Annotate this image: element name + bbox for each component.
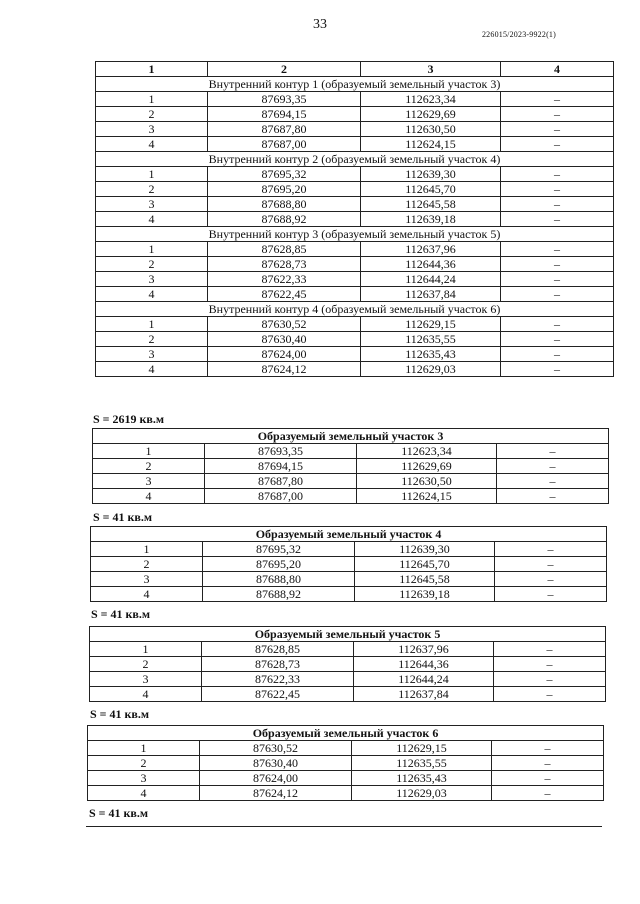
- table-row: [88, 756, 604, 771]
- point-number: 1: [93, 444, 205, 459]
- point-number: 2: [96, 107, 208, 122]
- coord-x: 87628,85: [202, 642, 354, 657]
- accuracy-cell: –: [501, 122, 614, 137]
- table-row: [93, 474, 609, 489]
- point-number: 1: [96, 242, 208, 257]
- table-row: [88, 741, 604, 756]
- document-code: 226015/2023-9922(1): [481, 30, 556, 39]
- point-number: 2: [90, 657, 202, 672]
- coord-x: 87624,12: [200, 786, 352, 801]
- coord-x: 87622,33: [202, 672, 354, 687]
- accuracy-cell: –: [497, 444, 609, 459]
- accuracy-cell: –: [501, 242, 614, 257]
- plot-table: [87, 725, 604, 801]
- point-number: 2: [93, 459, 205, 474]
- coord-y: 112635,55: [361, 332, 501, 347]
- point-number: 3: [90, 672, 202, 687]
- bottom-divider: [86, 826, 602, 827]
- point-number: 3: [96, 272, 208, 287]
- coord-x: 87624,00: [208, 347, 361, 362]
- coord-y: 112624,15: [357, 489, 497, 504]
- point-number: 3: [96, 122, 208, 137]
- coord-y: 112629,69: [361, 107, 501, 122]
- point-number: 2: [88, 756, 200, 771]
- coord-y: 112630,50: [361, 122, 501, 137]
- coord-y: 112635,43: [361, 347, 501, 362]
- coord-y: 112639,18: [361, 212, 501, 227]
- coord-x: 87687,00: [205, 489, 357, 504]
- coord-x: 87624,12: [208, 362, 361, 377]
- point-number: 3: [88, 771, 200, 786]
- accuracy-cell: –: [494, 642, 606, 657]
- table-row: [91, 572, 607, 587]
- table-header-row: [96, 62, 614, 77]
- point-number: 3: [96, 197, 208, 212]
- coord-y: 112645,70: [355, 557, 495, 572]
- area-label: S = 41 кв.м: [91, 607, 151, 621]
- table-row: [96, 122, 614, 137]
- accuracy-cell: –: [501, 182, 614, 197]
- accuracy-cell: –: [495, 587, 607, 602]
- accuracy-cell: –: [501, 362, 614, 377]
- point-number: 4: [93, 489, 205, 504]
- coord-x: 87693,35: [205, 444, 357, 459]
- table-row: [96, 332, 614, 347]
- point-number: 4: [96, 212, 208, 227]
- plot-title: Образуемый земельный участок 6: [88, 726, 604, 741]
- point-number: 4: [91, 587, 203, 602]
- coord-y: 112635,55: [352, 756, 492, 771]
- coord-x: 87628,85: [208, 242, 361, 257]
- coord-y: 112629,15: [361, 317, 501, 332]
- table-row: [96, 107, 614, 122]
- coord-y: 112637,84: [361, 287, 501, 302]
- coord-x: 87622,45: [202, 687, 354, 702]
- coord-x: 87687,00: [208, 137, 361, 152]
- accuracy-cell: –: [501, 92, 614, 107]
- coord-x: 87695,32: [203, 542, 355, 557]
- coord-y: 112644,24: [354, 672, 494, 687]
- coord-x: 87630,52: [200, 741, 352, 756]
- plot-title: Образуемый земельный участок 4: [91, 527, 607, 542]
- coord-y: 112645,58: [361, 197, 501, 212]
- table-row: [96, 137, 614, 152]
- table-row: [96, 242, 614, 257]
- accuracy-cell: –: [501, 167, 614, 182]
- accuracy-cell: –: [501, 317, 614, 332]
- coord-x: 87695,32: [208, 167, 361, 182]
- coord-y: 112629,03: [352, 786, 492, 801]
- coord-y: 112629,15: [352, 741, 492, 756]
- column-header: 1: [96, 62, 208, 77]
- accuracy-cell: –: [501, 257, 614, 272]
- table-row: [90, 672, 606, 687]
- coord-x: 87622,45: [208, 287, 361, 302]
- accuracy-cell: –: [501, 137, 614, 152]
- column-header: 3: [361, 62, 501, 77]
- coord-y: 112644,36: [361, 257, 501, 272]
- coord-x: 87688,92: [203, 587, 355, 602]
- coord-x: 87688,80: [208, 197, 361, 212]
- coord-x: 87695,20: [208, 182, 361, 197]
- accuracy-cell: –: [501, 287, 614, 302]
- table-row: [96, 92, 614, 107]
- coord-y: 112623,34: [361, 92, 501, 107]
- accuracy-cell: –: [501, 212, 614, 227]
- point-number: 1: [91, 542, 203, 557]
- contour-title: Внутренний контур 4 (образуемый земельный участок 6): [96, 302, 614, 317]
- point-number: 4: [88, 786, 200, 801]
- accuracy-cell: –: [492, 771, 604, 786]
- coord-x: 87624,00: [200, 771, 352, 786]
- coord-y: 112629,03: [361, 362, 501, 377]
- table-row: [88, 771, 604, 786]
- accuracy-cell: –: [492, 741, 604, 756]
- contour-title: Внутренний контур 2 (образуемый земельный участок 4): [96, 152, 614, 167]
- coord-x: 87630,40: [208, 332, 361, 347]
- table-row: [96, 257, 614, 272]
- table-row: [96, 272, 614, 287]
- accuracy-cell: –: [495, 557, 607, 572]
- point-number: 4: [96, 137, 208, 152]
- point-number: 1: [96, 92, 208, 107]
- table-row: [91, 587, 607, 602]
- contour-title: Внутренний контур 3 (образуемый земельный участок 5): [96, 227, 614, 242]
- accuracy-cell: –: [501, 107, 614, 122]
- accuracy-cell: –: [497, 459, 609, 474]
- table-row: [96, 362, 614, 377]
- table-row: [96, 167, 614, 182]
- coord-y: 112644,24: [361, 272, 501, 287]
- coord-x: 87693,35: [208, 92, 361, 107]
- main-coordinates-table: [95, 61, 614, 377]
- coord-y: 112629,69: [357, 459, 497, 474]
- accuracy-cell: –: [497, 489, 609, 504]
- coord-x: 87628,73: [208, 257, 361, 272]
- table-row: [96, 182, 614, 197]
- point-number: 4: [96, 362, 208, 377]
- accuracy-cell: –: [494, 687, 606, 702]
- point-number: 3: [91, 572, 203, 587]
- area-label: S = 41 кв.м: [90, 707, 150, 721]
- table-row: [96, 317, 614, 332]
- table-row: [96, 212, 614, 227]
- coord-y: 112645,58: [355, 572, 495, 587]
- point-number: 1: [90, 642, 202, 657]
- coord-y: 112639,30: [361, 167, 501, 182]
- accuracy-cell: –: [494, 672, 606, 687]
- coord-y: 112624,15: [361, 137, 501, 152]
- coord-x: 87694,15: [208, 107, 361, 122]
- point-number: 4: [96, 287, 208, 302]
- point-number: 2: [96, 182, 208, 197]
- accuracy-cell: –: [501, 197, 614, 212]
- table-row: [91, 542, 607, 557]
- point-number: 3: [93, 474, 205, 489]
- plot-title: Образуемый земельный участок 5: [90, 627, 606, 642]
- accuracy-cell: –: [495, 542, 607, 557]
- table-row: [90, 657, 606, 672]
- area-label: S = 2619 кв.м: [93, 412, 165, 426]
- coord-y: 112623,34: [357, 444, 497, 459]
- coord-x: 87695,20: [203, 557, 355, 572]
- point-number: 1: [88, 741, 200, 756]
- accuracy-cell: –: [501, 332, 614, 347]
- coord-y: 112644,36: [354, 657, 494, 672]
- table-row: [96, 347, 614, 362]
- table-row: [96, 287, 614, 302]
- point-number: 1: [96, 317, 208, 332]
- coord-x: 87688,80: [203, 572, 355, 587]
- plot-table: [90, 526, 607, 602]
- plot-table: [89, 626, 606, 702]
- plot-table: [92, 428, 609, 504]
- plot-title: Образуемый земельный участок 3: [93, 429, 609, 444]
- coord-y: 112637,84: [354, 687, 494, 702]
- accuracy-cell: –: [497, 474, 609, 489]
- area-label: S = 41 кв.м: [89, 806, 149, 820]
- accuracy-cell: –: [501, 347, 614, 362]
- point-number: 2: [96, 332, 208, 347]
- table-row: [88, 786, 604, 801]
- coord-x: 87622,33: [208, 272, 361, 287]
- point-number: 2: [96, 257, 208, 272]
- contour-title: Внутренний контур 1 (образуемый земельный участок 3): [96, 77, 614, 92]
- coord-x: 87694,15: [205, 459, 357, 474]
- coord-y: 112635,43: [352, 771, 492, 786]
- point-number: 1: [96, 167, 208, 182]
- point-number: 3: [96, 347, 208, 362]
- accuracy-cell: –: [492, 756, 604, 771]
- coord-x: 87628,73: [202, 657, 354, 672]
- point-number: 2: [91, 557, 203, 572]
- accuracy-cell: –: [492, 786, 604, 801]
- table-row: [93, 489, 609, 504]
- coord-x: 87687,80: [205, 474, 357, 489]
- coord-x: 87630,40: [200, 756, 352, 771]
- coord-y: 112637,96: [361, 242, 501, 257]
- coord-y: 112645,70: [361, 182, 501, 197]
- table-row: [93, 459, 609, 474]
- table-row: [93, 444, 609, 459]
- table-row: [90, 642, 606, 657]
- coord-x: 87687,80: [208, 122, 361, 137]
- coord-y: 112639,30: [355, 542, 495, 557]
- coord-x: 87688,92: [208, 212, 361, 227]
- accuracy-cell: –: [494, 657, 606, 672]
- page-number: 33: [313, 17, 327, 32]
- point-number: 4: [90, 687, 202, 702]
- area-label: S = 41 кв.м: [93, 510, 153, 524]
- table-row: [91, 557, 607, 572]
- coord-y: 112637,96: [354, 642, 494, 657]
- column-header: 4: [501, 62, 614, 77]
- column-header: 2: [208, 62, 361, 77]
- table-row: [96, 197, 614, 212]
- coord-y: 112630,50: [357, 474, 497, 489]
- coord-y: 112639,18: [355, 587, 495, 602]
- accuracy-cell: –: [495, 572, 607, 587]
- accuracy-cell: –: [501, 272, 614, 287]
- table-row: [90, 687, 606, 702]
- coord-x: 87630,52: [208, 317, 361, 332]
